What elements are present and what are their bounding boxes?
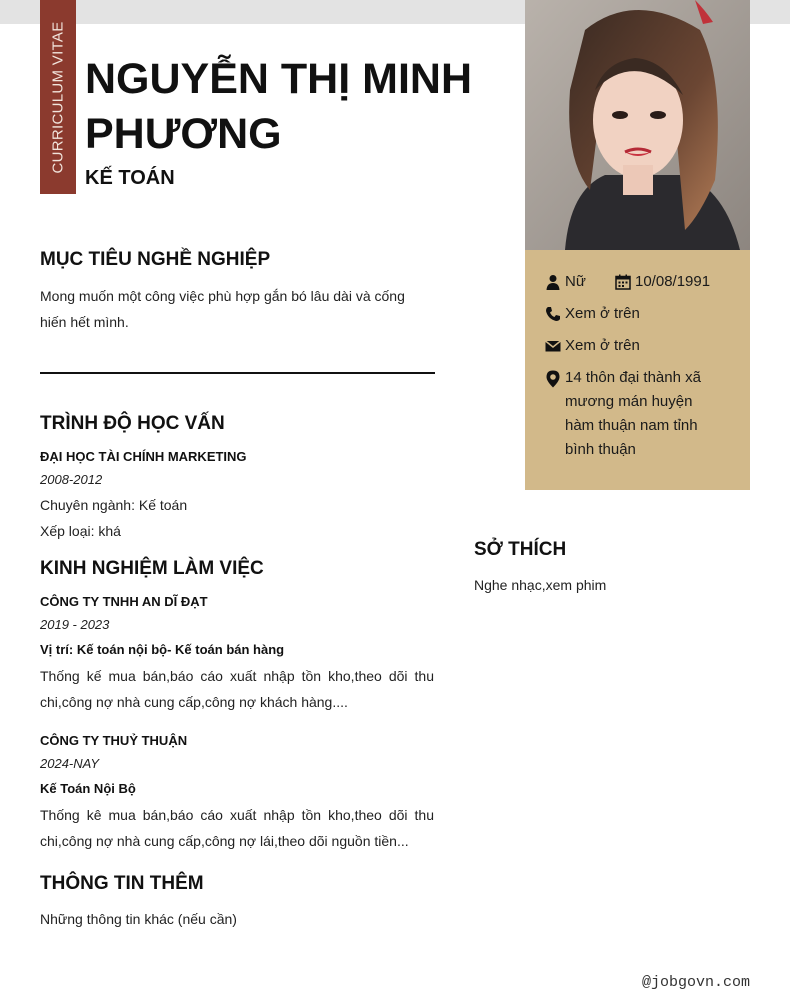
objective-title: MỤC TIÊU NGHỀ NGHIỆP bbox=[40, 249, 271, 270]
extra-info-title: THÔNG TIN THÊM bbox=[40, 873, 204, 894]
job-title: KẾ TOÁN bbox=[85, 167, 175, 189]
contact-info-box bbox=[525, 250, 750, 490]
watermark: @jobgovn.com bbox=[641, 974, 750, 991]
birthdate-value: 10/08/1991 bbox=[635, 273, 711, 290]
extra-info-text: Những thông tin khác (nếu cần) bbox=[40, 911, 237, 927]
phone-row bbox=[545, 302, 640, 326]
education-major: Chuyên ngành: Kế toán bbox=[40, 497, 188, 513]
job-company: CÔNG TY THUỶ THUẬN bbox=[40, 733, 188, 748]
objective-text: Mong muốn một công việc phù hợp gắn bó lâu dài và cống hiến hết mình. bbox=[40, 288, 405, 330]
hobbies-title: SỞ THÍCH bbox=[474, 539, 567, 560]
job-period: 2024-NAY bbox=[40, 756, 100, 771]
job-company: CÔNG TY TNHH AN DĨ ĐẠT bbox=[40, 594, 208, 609]
education-title: TRÌNH ĐỘ HỌC VẤN bbox=[40, 413, 225, 434]
curriculum-vitae-ribbon bbox=[40, 0, 76, 194]
address-value: 14 thôn đại thành xã mương mán huyện hàm thuận nam tỉnh bình thuận bbox=[565, 369, 701, 458]
hobbies-text: Nghe nhạc,xem phim bbox=[474, 577, 607, 593]
calendar-icon bbox=[615, 270, 635, 290]
profile-photo bbox=[525, 0, 750, 250]
education-school: ĐẠI HỌC TÀI CHÍNH MARKETING bbox=[40, 449, 247, 464]
address-row bbox=[545, 366, 710, 462]
email-row bbox=[545, 334, 640, 358]
job-description: Thống kế mua bán,báo cáo xuất nhập tồn kho,theo dõi thu chi,công nợ nhà cung cấp,công nợ khách hàng.... bbox=[40, 668, 434, 710]
location-pin-icon bbox=[545, 366, 565, 388]
phone-value: Xem ở trên bbox=[565, 305, 640, 322]
candidate-name: NGUYỄN THỊ MINH PHƯƠNG bbox=[85, 55, 472, 158]
job-period: 2019 - 2023 bbox=[40, 617, 110, 632]
job-description: Thống kê mua bán,báo cáo xuất nhập tồn kho,theo dõi thu chi,công nợ nhà cung cấp,công nợ lái,theo dõi nguồn tiền... bbox=[40, 807, 434, 849]
gender-value: Nữ bbox=[565, 273, 586, 290]
job-position: Vị trí: Kế toán nội bộ- Kế toán bán hàng bbox=[40, 642, 285, 657]
education-rank: Xếp loại: khá bbox=[40, 523, 121, 539]
experience-title: KINH NGHIỆM LÀM VIỆC bbox=[40, 558, 264, 579]
section-divider bbox=[40, 372, 435, 374]
phone-icon bbox=[545, 302, 565, 322]
person-icon bbox=[545, 270, 565, 290]
gender-row bbox=[545, 270, 586, 294]
mail-icon bbox=[545, 334, 565, 354]
ribbon-text: CURRICULUM VITAE bbox=[49, 20, 67, 174]
job-position: Kế Toán Nội Bộ bbox=[40, 781, 136, 796]
education-period: 2008-2012 bbox=[40, 472, 103, 487]
email-value: Xem ở trên bbox=[565, 337, 640, 354]
birthdate-row bbox=[615, 270, 710, 294]
